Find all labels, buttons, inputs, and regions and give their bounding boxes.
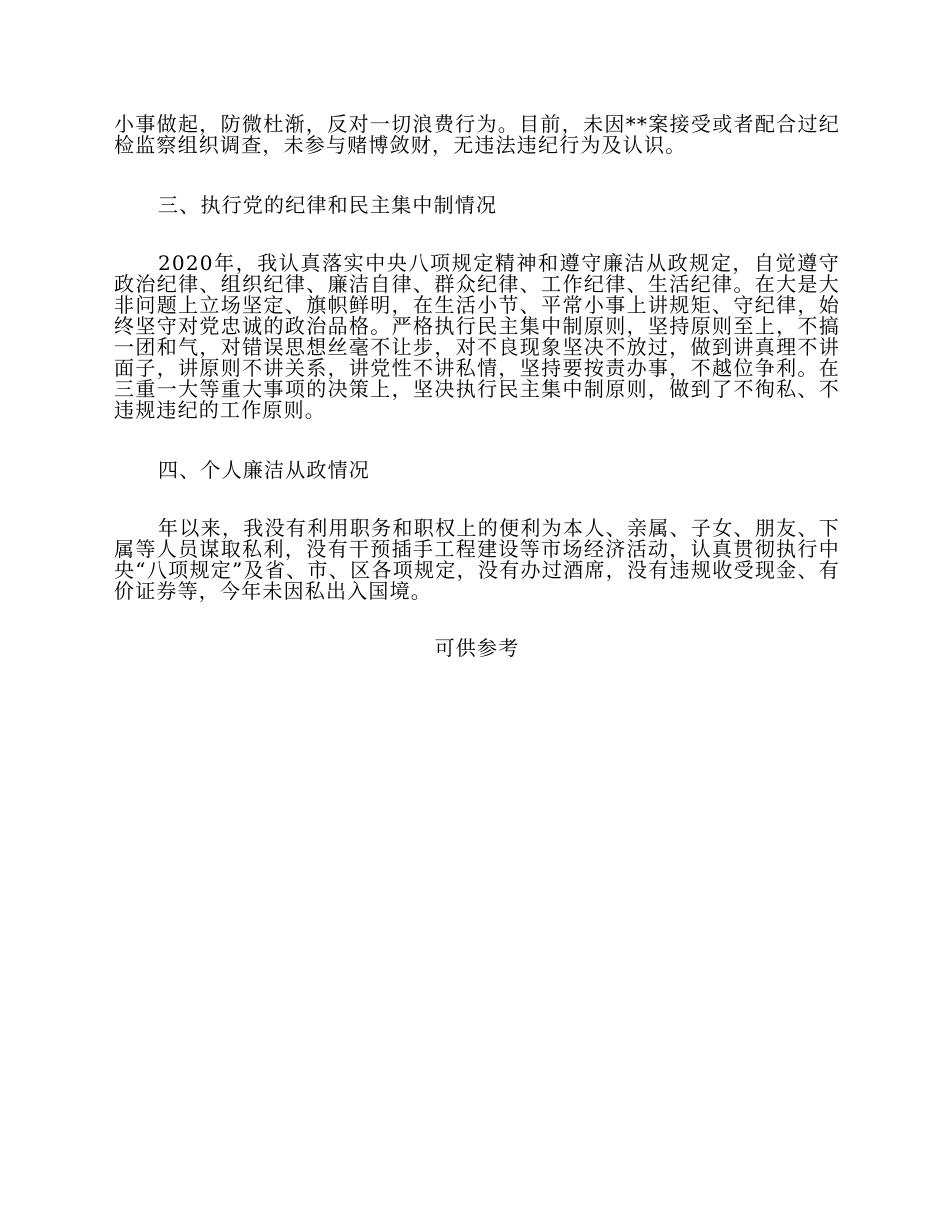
footer-note: 可供参考 (434, 636, 520, 660)
paragraph-discipline: 2020年，我认真落实中央八项规定精神和遵守廉洁从政规定，自觉遵守政治纪律、组织纪律、廉洁自律、群众纪律、工作纪律、生活纪律。在大是大非问题上立场坚定、旗帜鲜明，在生活小节、平常小事上讲规矩、守纪律，始终坚守对党忠诚的政治品格。严格执行民主集中制原则，坚持原则至上，不搞一团和气，对错误思想丝毫不让步，对不良现象坚决不放过，做到讲真理不讲面子，讲原则不讲关系，讲党性不讲私情，坚持要按责办事，不越位争利。在三重一大等重大事项的决策上，坚决执行民主集中制原则，做到了不徇私、不违规违纪的工作原则。 (114, 251, 840, 422)
document-page (114, 114, 840, 659)
paragraph-continued: 小事做起，防微杜渐，反对一切浪费行为。目前，未因**案接受或者配合过纪检监察组织调查，未参与赌博敛财，无违法违纪行为及认识。 (114, 112, 840, 157)
section-heading-4: 四、个人廉洁从政情况 (158, 458, 370, 482)
section-heading-3: 三、执行党的纪律和民主集中制情况 (158, 193, 498, 217)
paragraph-integrity: 年以来，我没有利用职务和职权上的便利为本人、亲属、子女、朋友、下属等人员谋取私利，没有干预插手工程建设等市场经济活动，认真贯彻执行中央“八项规定”及省、市、区各项规定，没有办过酒席，没有违规收受现金、有价证券等，今年未因私出入国境。 (114, 516, 840, 603)
